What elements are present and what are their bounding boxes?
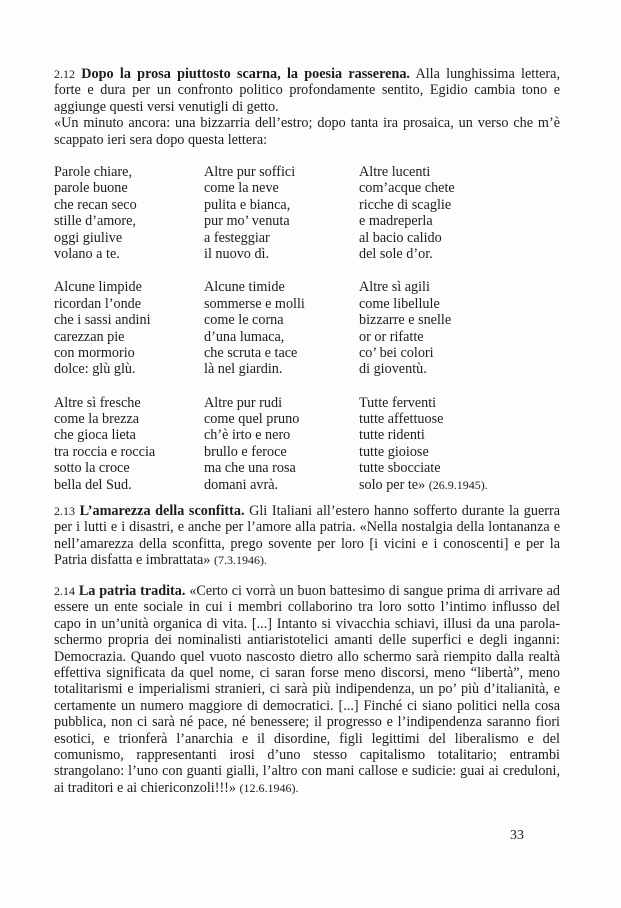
poem-line: con mormorio xyxy=(54,344,135,361)
quote-intro: «Un minuto ancora: una bizzarria dell’estro; dopo tanta ira prosaica, un verso che m’è scappato ieri sera dopo questa lettera: xyxy=(54,115,560,148)
poem-line: Tutte ferventi xyxy=(359,394,437,411)
poem-line: tutte affettuose xyxy=(359,411,444,428)
poem-line: volano a te. xyxy=(54,245,120,262)
poem-line: come le corna xyxy=(204,312,284,329)
poem-stanza xyxy=(54,395,204,493)
poem-stanza xyxy=(359,279,559,377)
poem-line: e madreperla xyxy=(359,213,433,230)
date: (7.3.1946). xyxy=(213,553,267,568)
poem-line: Altre sì fresche xyxy=(54,394,141,411)
poem-line: Altre pur soffici xyxy=(204,164,296,180)
poem-stanza xyxy=(204,164,359,262)
poem-line: carezzan pie xyxy=(54,328,125,345)
poem-line: sommerse e molli xyxy=(204,295,305,312)
poem-line: il nuovo dì. xyxy=(204,245,270,262)
poem-stanza xyxy=(54,164,204,262)
poem-line: del sole d’or. xyxy=(359,245,433,262)
poem-stanza xyxy=(359,395,559,493)
poem-line: bella del Sud. xyxy=(54,476,132,493)
poem-stanza xyxy=(359,164,559,262)
section-title: La patria tradita. xyxy=(78,583,186,599)
stanza-row xyxy=(54,279,560,377)
poem-stanza xyxy=(204,279,359,377)
section-number: 2.13 xyxy=(54,504,75,518)
section-number: 2.14 xyxy=(54,584,75,598)
poem-line: Alcune timide xyxy=(204,279,285,296)
poem-line: stille d’amore, xyxy=(54,213,136,230)
section-number: 2.12 xyxy=(54,67,75,81)
poem-line: tutte ridenti xyxy=(359,427,425,444)
poem-stanza xyxy=(54,279,204,377)
poem-line: tutte sbocciate xyxy=(359,460,441,477)
section-body: Gli Italiani all’estero hanno sofferto durante la guerra per i lutti e i disastri, e anche per l’amore alla patria. «Nella nostalgia della lontananza e nell’amarezza della sconfitta, prego sovente per loro [i vicini e i conoscenti] e per la Patria disfatta e imbrattata» xyxy=(54,503,561,569)
poem-line: pulita e bianca, xyxy=(204,196,291,213)
poem-line: al bacio calido xyxy=(359,229,442,246)
section-body: «Certo ci vorrà un buon battesimo di sangue prima di arrivare ad essere un ente sociale in cui i membri collaborino tra loro sotto l’intimo influsso del capo in un’unità organica di vita. [...] Intanto si vivacchia schiavi, illusi da una parola-schermo propria dei nominalisti antiaristotelici amanti delle superfici e degli inganni: Democrazia. Quando quel vuoto nascosto dietro allo schermo sarà riempito dalla realtà effettiva significata da quel nome, ci saran forse meno discorsi, meno “libertà”, meno totalitarismi e imperialismi stranieri, ci sarà più indipendenza, un po’ più d’italianità, e certamente un numero maggiore di democratici. [...] Finché ci siano politici nella cosa pubblica, non ci sarà né pace, né benessere; il progresso e l’indipendenza saranno fiori esotici, e trionferà l’anarchia e il disordine, figli legittimi del liberalismo e del comunismo, rappresentanti irosi d’uno stesso capitalismo totalitario; entrambi strangolano: l’uno con guanti gialli, l’altro con mani callose e sudicie: guai ai creduloni, ai traditori e ai chiericonzoli!!!» xyxy=(54,583,560,796)
poem-line: a festeggiar xyxy=(204,229,270,246)
poem-line: ma che una rosa xyxy=(204,460,296,477)
poem-line: domani avrà. xyxy=(204,476,279,493)
section-title: L’amarezza della sconfitta. xyxy=(79,503,245,519)
poem-line: ricche di scaglie xyxy=(359,196,452,213)
poem-line: co’ bei colori xyxy=(359,344,434,361)
poem-line: di gioventù. xyxy=(359,361,427,378)
poem-stanza xyxy=(204,395,359,493)
poem-line: che gioca lieta xyxy=(54,427,136,444)
poem-line: oggi giulive xyxy=(54,229,123,246)
poem-line: bizzarre e snelle xyxy=(359,312,452,329)
section-2-12 xyxy=(54,66,560,148)
date: (26.9.1945). xyxy=(428,477,488,492)
poem-line: Altre sì agili xyxy=(359,279,430,296)
poem-line: pur mo’ venuta xyxy=(204,213,290,230)
poem-line: com’acque chete xyxy=(359,180,455,197)
poem-line: Altre lucenti xyxy=(359,164,431,180)
poem-line: Alcune limpide xyxy=(54,279,142,296)
stanza-row xyxy=(54,395,560,493)
poem-line: come libellule xyxy=(359,295,440,312)
stanza-row xyxy=(54,164,560,262)
poem-line: come quel pruno xyxy=(204,411,300,428)
poem-line: come la neve xyxy=(204,180,279,197)
poem-line: parole buone xyxy=(54,180,128,197)
section-2-14 xyxy=(54,583,560,796)
poem-line: che i sassi andini xyxy=(54,312,151,329)
poem-line xyxy=(359,477,559,493)
poem-line: tra roccia e roccia xyxy=(54,443,156,460)
section-title: Dopo la prosa piuttosto scarna, la poesia rasserena. xyxy=(81,66,410,82)
date: (12.6.1946). xyxy=(239,780,299,795)
poem-line: là nel giardin. xyxy=(204,361,283,378)
poem-line: come la brezza xyxy=(54,411,140,428)
poem-line: dolce: glù glù. xyxy=(54,361,136,378)
poem-line: d’una lumaca, xyxy=(204,328,285,345)
poem-line: che recan seco xyxy=(54,196,137,213)
poem-line: or or rifatte xyxy=(359,328,424,345)
poem-line: Parole chiare, xyxy=(54,164,132,180)
poem-line: brullo e feroce xyxy=(204,443,287,460)
poem xyxy=(54,164,560,510)
section-2-13 xyxy=(54,503,560,569)
section-body: Alla lunghissima lettera, forte e dura per un confronto politico profondamente sentito, Egidio cambia tono e aggiunge questi versi venutigli di getto. xyxy=(54,66,560,115)
poem-line: sotto la croce xyxy=(54,460,130,477)
page-number: 33 xyxy=(510,828,524,843)
poem-line: ch’è irto e nero xyxy=(204,427,291,444)
poem-line: tutte gioiose xyxy=(359,443,429,460)
poem-line: Altre pur rudi xyxy=(204,394,283,411)
poem-line-text: solo per te» xyxy=(359,476,426,493)
poem-line: ricordan l’onde xyxy=(54,295,142,312)
poem-line: che scruta e tace xyxy=(204,344,298,361)
